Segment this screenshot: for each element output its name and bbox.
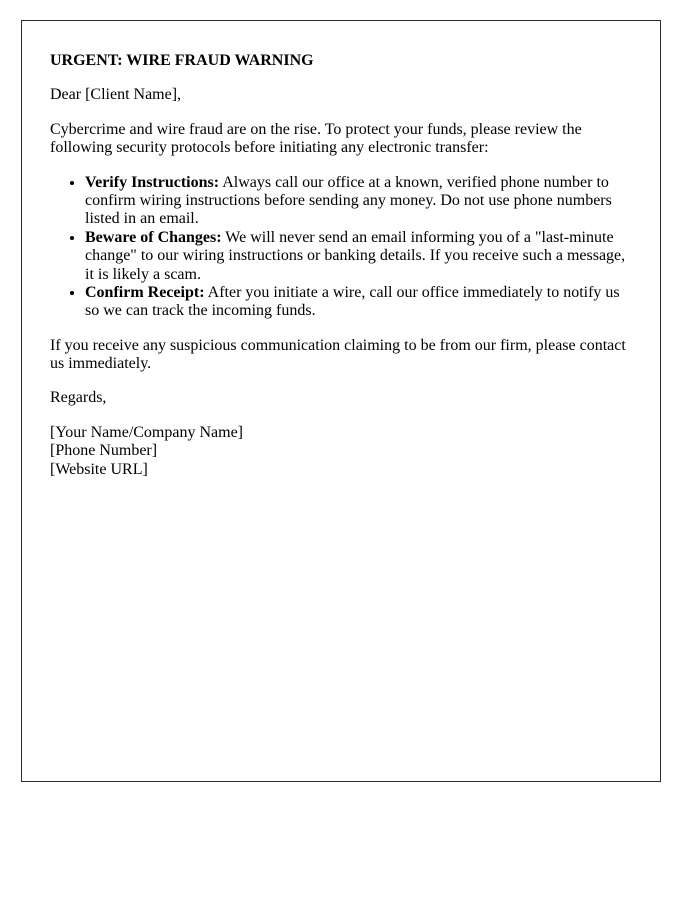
- letter-heading: URGENT: WIRE FRAUD WARNING: [50, 52, 314, 69]
- bullet-label: Beware of Changes:: [85, 228, 222, 246]
- letter-document: [21, 20, 661, 782]
- bullet-text: We will never send an email informing you of a "last-minute change" to our wiring instructions or banking details. If you receive such a message, it is likely a scam.: [85, 228, 626, 283]
- bullet-text: Always call our office at a known, verified phone number to confirm wiring instructions before sending any money. Do not use phone numbers listed in an email.: [85, 173, 612, 228]
- signature-website-line: [Website URL]: [50, 460, 148, 478]
- list-item-beware-of-changes: [85, 229, 632, 284]
- bullet-label: Verify Instructions:: [85, 173, 220, 191]
- security-protocols-list: [50, 174, 632, 321]
- signature-block: [50, 424, 632, 479]
- list-item-confirm-receipt: [85, 284, 632, 321]
- signature-name-line: [Your Name/Company Name]: [50, 423, 244, 441]
- bullet-label: Confirm Receipt:: [85, 283, 205, 301]
- closing-paragraph: If you receive any suspicious communication claiming to be from our firm, please contact us immediately.: [50, 336, 626, 373]
- bullet-text: After you initiate a wire, call our office immediately to notify us so we can track the incoming funds.: [85, 283, 620, 320]
- intro-paragraph: Cybercrime and wire fraud are on the rise. To protect your funds, please review the following security protocols before initiating any electronic transfer:: [50, 120, 582, 157]
- signature-phone-line: [Phone Number]: [50, 442, 158, 460]
- list-item-verify-instructions: [85, 174, 632, 229]
- regards-line: Regards,: [50, 389, 107, 407]
- salutation: Dear [Client Name],: [50, 86, 182, 104]
